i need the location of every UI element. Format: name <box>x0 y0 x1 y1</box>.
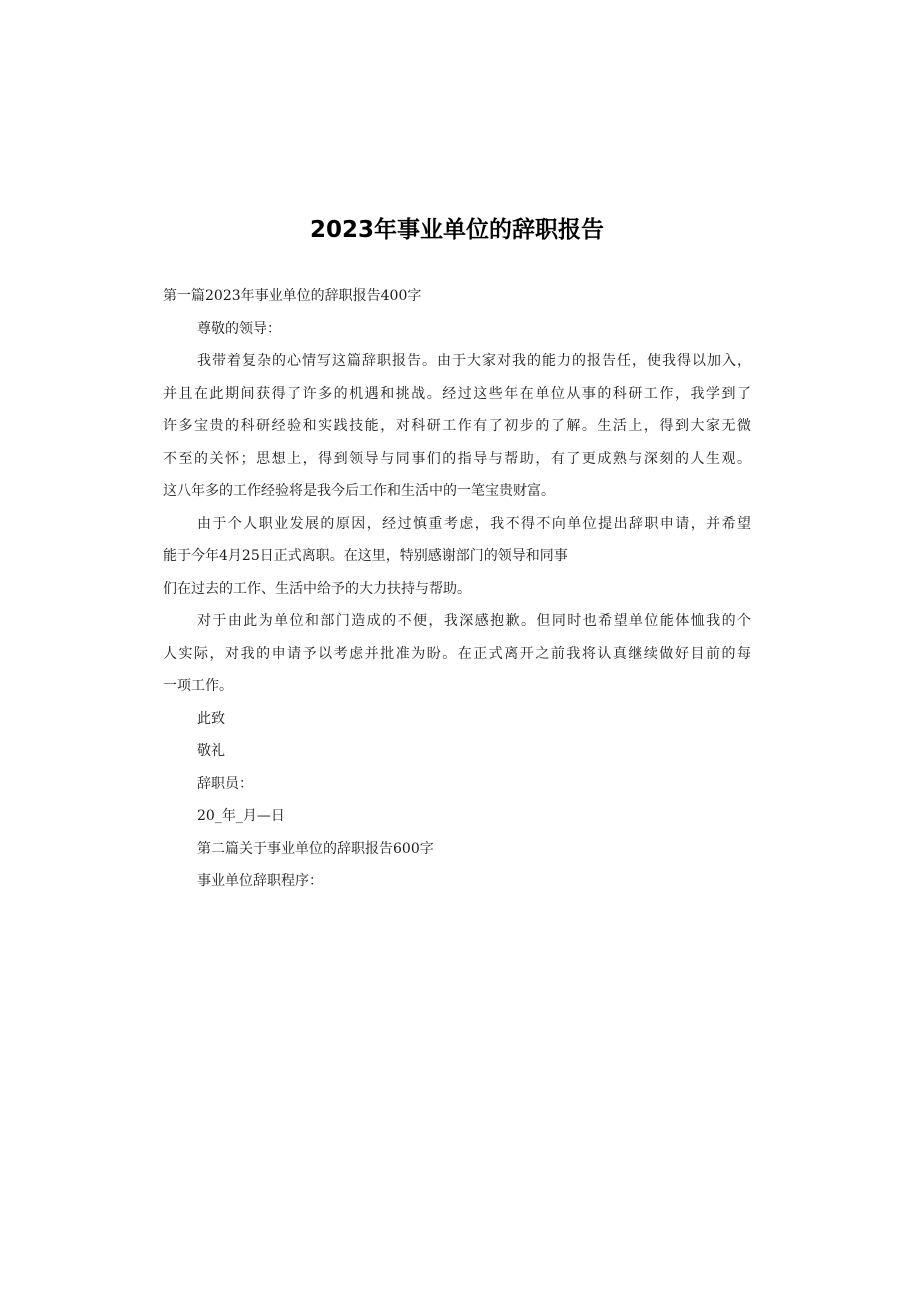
paragraph-1-line-1: 我带着复杂的心情写这篇辞职报告。由于大家对我的能力的报告任，使我得以加入， <box>197 353 751 369</box>
salutation: 尊敬的领导： <box>197 320 281 337</box>
paragraph-2-line-1: 由于个人职业发展的原因，经过慎重考虑，我不得不向单位提出辞职申请，并希望 <box>197 515 751 532</box>
paragraph-1-line-2: 并且在此期间获得了许多的机遇和挑战。经过这些年在单位从事的科研工作，我学到了 <box>163 385 751 402</box>
paragraph-2-line-3: 们在过去的工作、生活中给予的大力扶持与帮助。 <box>163 580 471 597</box>
date-line: 20_年_月—日 <box>197 808 285 824</box>
closing-line-2: 敬礼 <box>197 743 225 759</box>
section-heading-2: 第二篇关于事业单位的辞职报告600字 <box>197 840 434 857</box>
section-2-intro: 事业单位辞职程序： <box>197 873 323 889</box>
closing-line-1: 此致 <box>197 710 225 727</box>
section-heading-1: 第一篇2023年事业单位的辞职报告400字 <box>163 288 422 304</box>
paragraph-3-line-3: 一项工作。 <box>163 678 233 694</box>
paragraph-1-line-3: 许多宝贵的科研经验和实践技能，对科研工作有了初步的了解。生活上，得到大家无微 <box>163 418 751 434</box>
document-title: 2023年事业单位的辞职报告 <box>309 217 604 243</box>
paragraph-3-line-2: 人实际，对我的申请予以考虑并批准为盼。在正式离开之前我将认真继续做好目前的每 <box>163 645 751 662</box>
paragraph-2-line-2: 能于今年4月25日正式离职。在这里，特别感谢部门的领导和同事 <box>163 548 568 564</box>
document-body <box>163 280 751 898</box>
paragraph-3-line-1: 对于由此为单位和部门造成的不便，我深感抱歉。但同时也希望单位能体恤我的个 <box>197 613 751 629</box>
signature-label: 辞职员： <box>197 775 253 792</box>
paragraph-1-line-5: 这八年多的工作经验将是我今后工作和生活中的一笔宝贵财富。 <box>163 483 555 499</box>
paragraph-1-line-4: 不至的关怀；思想上，得到领导与同事们的指导与帮助，有了更成熟与深刻的人生观。 <box>163 450 751 467</box>
